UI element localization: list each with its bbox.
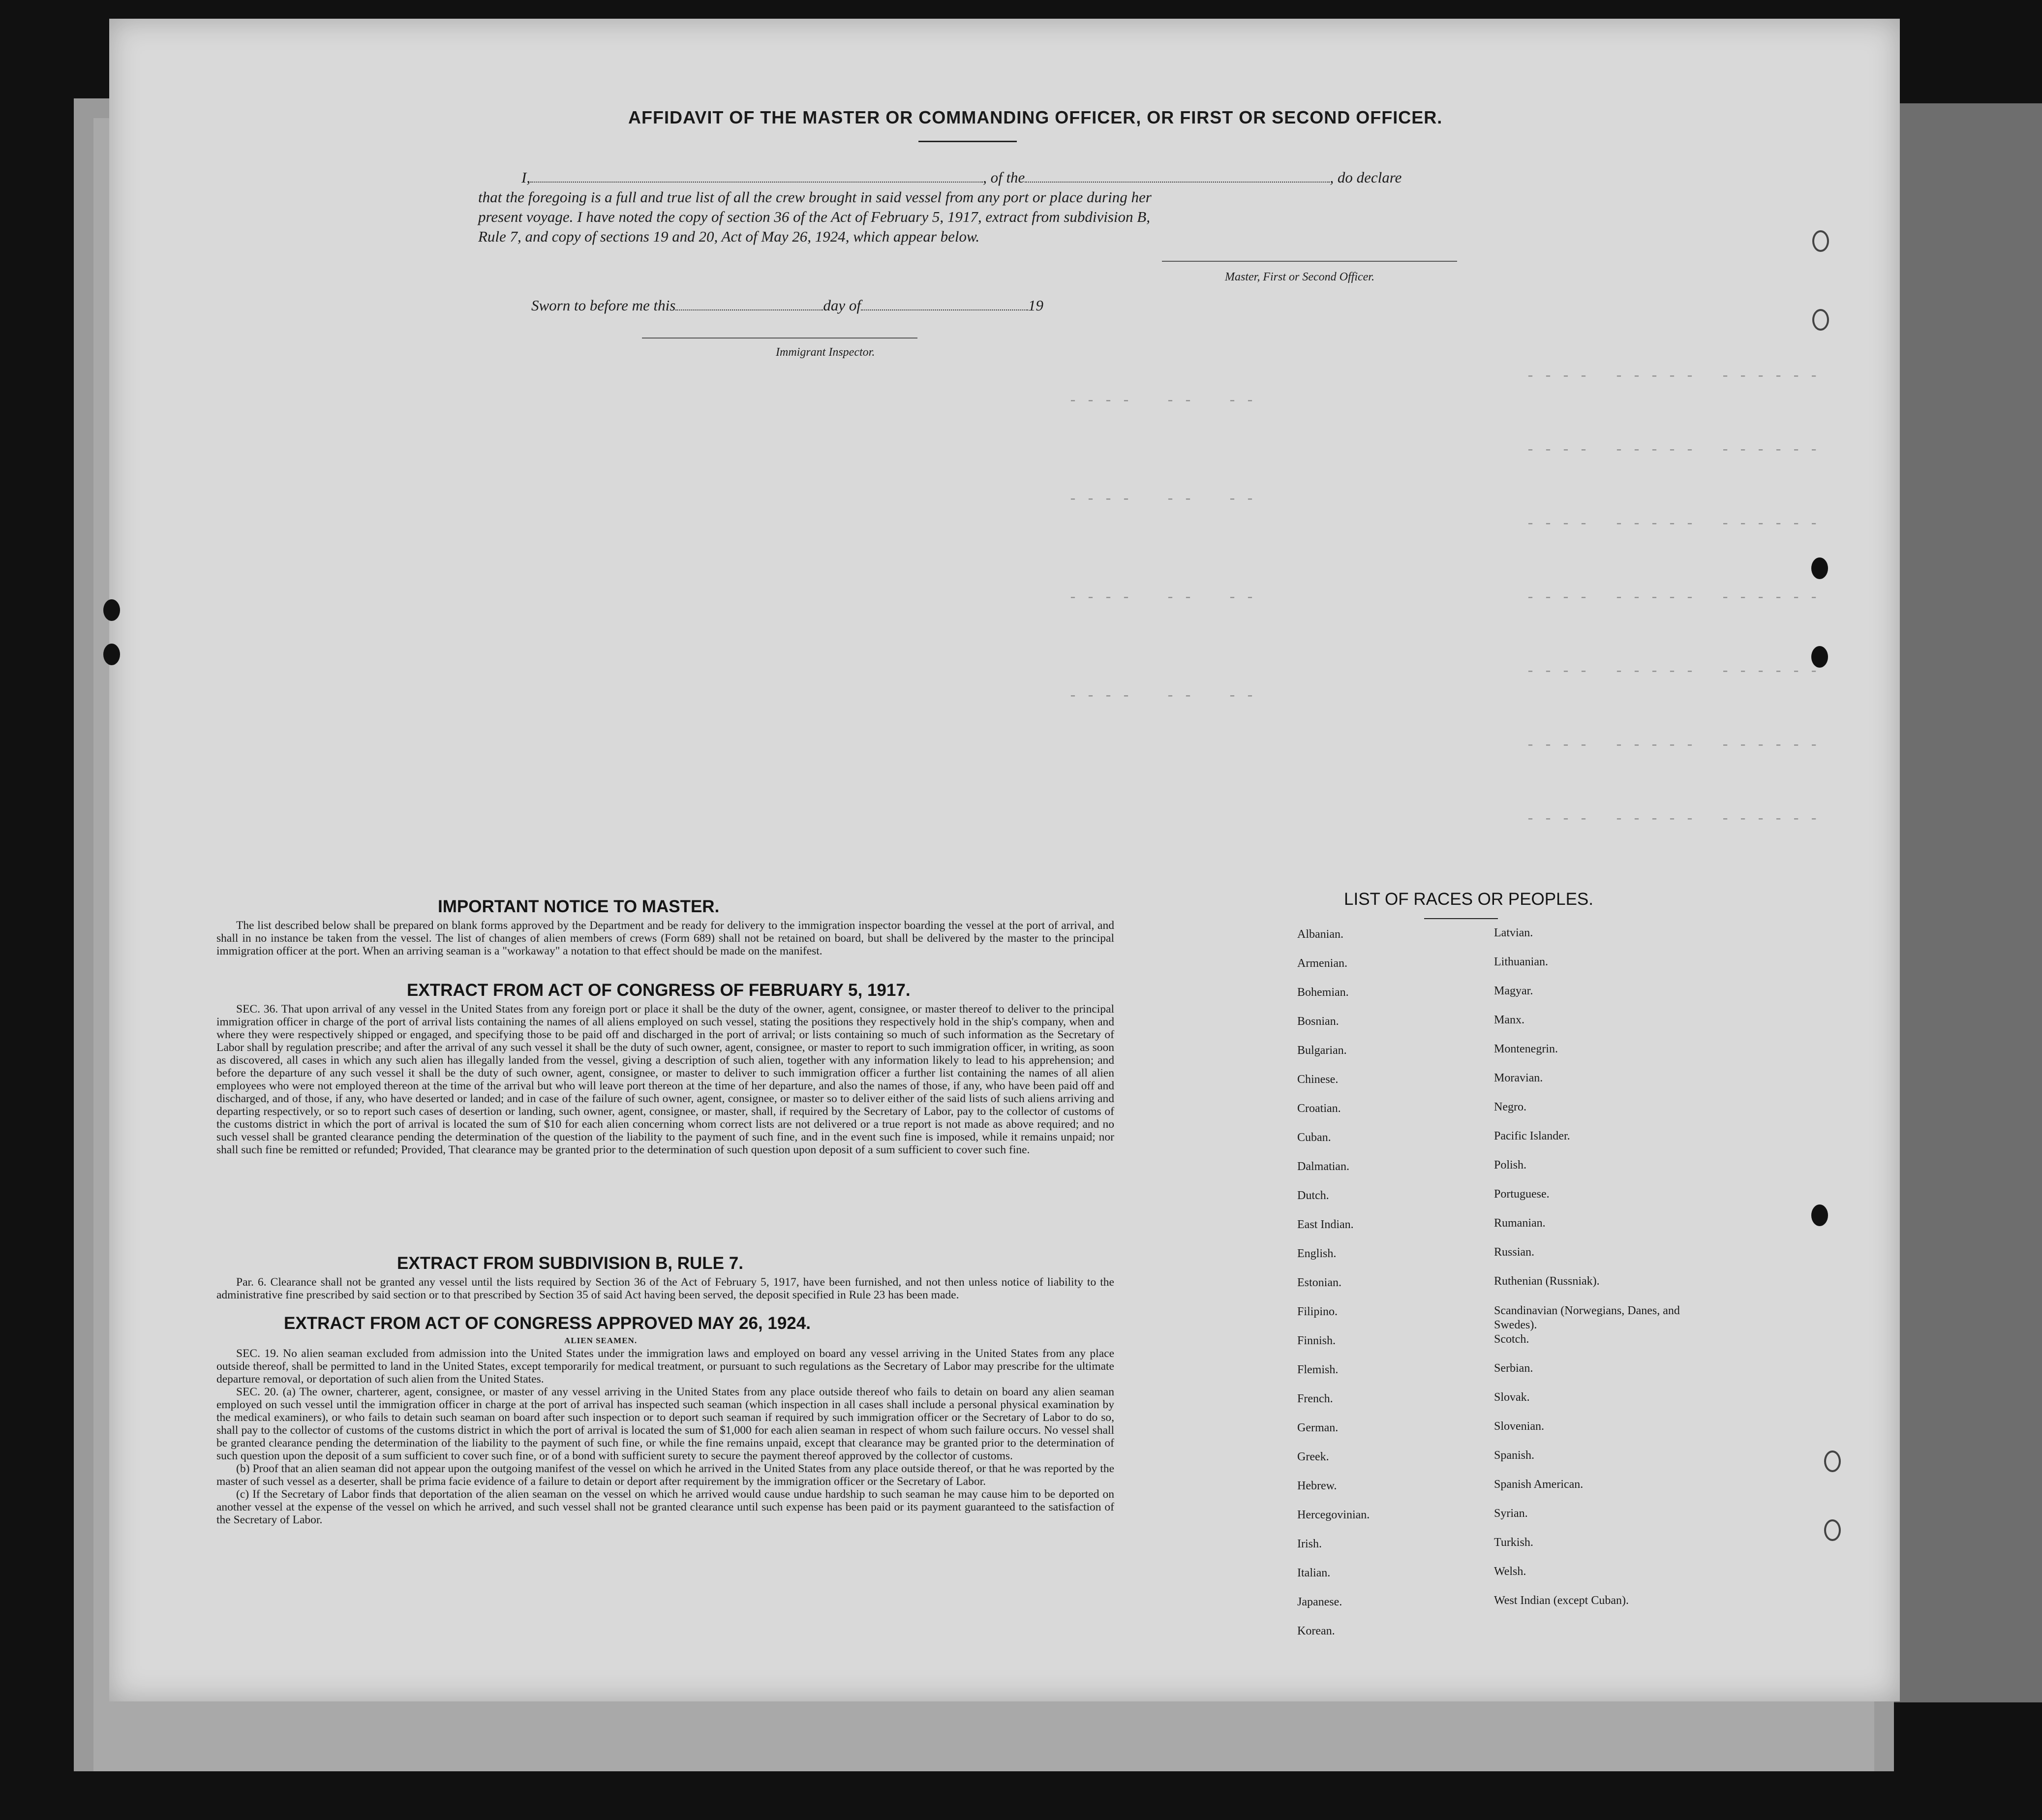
- bleed-through: - - - - - - - - - - - - - - -: [1526, 516, 1819, 532]
- race-item: Pacific Islander.: [1494, 1130, 1570, 1142]
- alien-seamen-subtitle: ALIEN SEAMEN.: [564, 1336, 638, 1345]
- bleed-through: - - - - - - - -: [1068, 491, 1255, 508]
- race-item: Manx.: [1494, 1014, 1524, 1026]
- race-item: Lithuanian.: [1494, 956, 1548, 968]
- name-blank: [530, 182, 983, 183]
- race-item: Negro.: [1494, 1101, 1526, 1113]
- section-20b-paragraph: (b) Proof that an alien seaman did not appear upon the outgoing manifest of the vessel on which he arrived in the United States from any place outside thereof, or that he was reported by the master of such vessel as a deserter, shall be prima facie evidence of a failure to detain or deport after requirement by the immigration officer or the Secretary of Labor.: [216, 1462, 1114, 1488]
- bleed-through: - - - - - - - -: [1068, 393, 1255, 409]
- extract-rule7-title: EXTRACT FROM SUBDIVISION B, RULE 7.: [397, 1254, 743, 1273]
- affidavit-line2: that the foregoing is a full and true list of all the crew brought in said vessel from any port or place during her: [478, 188, 1152, 206]
- punch-hole: [1811, 1204, 1828, 1226]
- race-item: Spanish.: [1494, 1449, 1535, 1462]
- race-item: Bosnian.: [1297, 1015, 1339, 1028]
- race-item: Montenegrin.: [1494, 1043, 1558, 1055]
- section-20c-paragraph: (c) If the Secretary of Labor finds that deportation of the alien seaman on the vessel on which he arrived would cause undue hardship to such seaman he may cause him to be deported on another vessel at the expense of the vessel on which he arrived, and such vessel shall not be granted clearance until such expense has been paid or its payment guaranteed to the satisfaction of the Secretary of Labor.: [216, 1488, 1114, 1526]
- race-item: Filipino.: [1297, 1305, 1338, 1318]
- section-36-paragraph: SEC. 36. That upon arrival of any vessel in the United States from any foreign port or place it shall be the duty of the owner, agent, consignee, or master thereof to deliver to the principal immigration officer in charge of the port of arrival lists containing the names of all aliens employed on such vessel, stating the positions they respectively hold in the ship's company, when and where they were respectively shipped or engaged, and specifying those to be paid off and discharged in the port of arrival; or lists containing so much of such information as the Secretary of Labor shall by regulation prescribe; and after the arrival of any such vessel it shall be the duty of such owner, agent, consignee, or master to report to such immigration officer, in writing, as soon as discovered, all cases in which any such alien has illegally landed from the vessel, giving a description of such alien, together with any information likely to lead to his apprehension; and before the departure of any such vessel it shall be the duty of such owner, agent, consignee, or master to deliver to such immigration officer a further list containing the names of all alien employees who were not employed thereon at the time of the arrival but who will leave port thereon at the time of her departure, and also the names of those, if any, who have been paid off and discharged, and of those, if any, who have deserted or landed; and in case of the failure of such owner, agent, consignee, or master so to deliver either of the said lists of such aliens arriving and departing respectively, or so to report such cases of desertion or landing, such owner, agent, consignee, or master, shall, if required by the Secretary of Labor, pay to the collector of customs of the customs district in which the port of arrival is located the sum of $10 for each alien concerning whom correct lists are not delivered or a true report is not made as above required; and no such vessel shall be granted clearance pending the determination of the question of the liability to the payment of such fine, and in the event such fine is imposed, while it remains unpaid; nor shall such fine be remitted or refunded; Provided, That clearance may be granted prior to the determination of such question upon deposit of a sum sufficient to cover such fine.: [216, 1003, 1114, 1156]
- race-item: Chinese.: [1297, 1073, 1339, 1086]
- races-title-rule: [1424, 918, 1498, 919]
- ring-hole: [1812, 230, 1829, 252]
- inspector-caption: Immigrant Inspector.: [776, 346, 875, 359]
- races-left-column: [1297, 928, 1370, 1654]
- sworn-day-blank: [675, 309, 823, 310]
- race-item: Magyar.: [1494, 985, 1533, 997]
- notice-paragraph: The list described below shall be prepared on blank forms approved by the Department and be ready for delivery to the immigration inspector boarding the vessel at the port of arrival, and shall in no instance be taken from the vessel. The list of changes of alien members of crews (Form 689) shall not be retained on board, but shall be delivered by the master to the principal immigration officer at the port. When an arriving seaman is a "workaway" a notation to that effect should be made on the manifest.: [216, 919, 1114, 957]
- races-right-column: [1494, 926, 1701, 1623]
- race-item: Flemish.: [1297, 1363, 1339, 1376]
- extract-1924-text: [216, 1347, 1114, 1526]
- affidavit-of-the: , of the: [983, 169, 1025, 186]
- race-item: Russian.: [1494, 1246, 1535, 1259]
- punch-hole: [103, 644, 120, 665]
- race-item: German.: [1297, 1421, 1339, 1434]
- sworn-line: [531, 297, 1043, 314]
- section-20a-paragraph: SEC. 20. (a) The owner, charterer, agent, consignee, or master of any vessel arriving in the United States from any place outside thereof who fails to detain on board any alien seaman employed on such vessel until the immigration officer in charge at the port of arrival has inspected such seaman (which inspection in all cases shall include a personal physical examination by the medical examiners), or who fails to detain such seaman on board after such inspection or to deport such seaman if required by such immigration officer or the Secretary of Labor to do so, shall pay to the collector of customs of the customs district in which the port of arrival is located the sum of $1,000 for each alien seaman in respect of whom such failure occurs. No vessel shall be granted clearance pending the determination of the liability to the payment of such fine, or while the fine remains unpaid, except that clearance may be granted prior to the determination of such question upon the deposit of a sum sufficient to cover such fine, or of a bond with sufficient surety to secure the payment thereof approved by the collector of customs.: [216, 1386, 1114, 1462]
- race-item: Estonian.: [1297, 1276, 1341, 1289]
- inspector-line: [642, 338, 917, 339]
- ring-hole: [1824, 1519, 1841, 1541]
- bleed-through: - - - - - - - -: [1068, 589, 1255, 606]
- extract-1917-title: EXTRACT FROM ACT OF CONGRESS OF FEBRUARY 5, 1917.: [407, 981, 911, 1000]
- title-rule: [918, 141, 1017, 142]
- race-item: Serbian.: [1494, 1362, 1533, 1375]
- affidavit-declare: , do declare: [1330, 169, 1402, 186]
- race-item: Japanese.: [1297, 1596, 1342, 1608]
- bleed-through: - - - - - - - - - - - - - - -: [1526, 737, 1819, 754]
- race-item: Scandinavian (Norwegians, Danes, and Swedes).: [1494, 1304, 1680, 1331]
- race-item: Greek.: [1297, 1450, 1329, 1463]
- signature-caption: Master, First or Second Officer.: [1225, 271, 1374, 283]
- notice-title: IMPORTANT NOTICE TO MASTER.: [438, 897, 720, 916]
- sworn-year: 19: [1028, 297, 1043, 314]
- bleed-through: - - - - - - - - - - - - - - -: [1526, 663, 1819, 680]
- bleed-through: - - - - - - - - - - - - - - -: [1526, 811, 1819, 828]
- rule7-paragraph: Par. 6. Clearance shall not be granted any vessel until the lists required by Section 36 of the Act of February 5, 1917, have been furnished, and not then unless notice of liability to the administrative fine prescribed by said section or to that prescribed by Section 35 of said Act having been served, the deposit specified in Rule 23 has been made.: [216, 1276, 1114, 1301]
- race-item: Italian.: [1297, 1567, 1331, 1579]
- affidavit-i: I,: [521, 169, 531, 186]
- extract-rule7-text: [216, 1276, 1114, 1301]
- race-item: Armenian.: [1297, 957, 1347, 970]
- punch-hole: [1811, 557, 1828, 579]
- race-item: English.: [1297, 1247, 1337, 1260]
- sworn-month-blank: [861, 309, 1028, 310]
- extract-1924-title: EXTRACT FROM ACT OF CONGRESS APPROVED MAY 26, 1924.: [284, 1314, 811, 1333]
- affidavit-title: AFFIDAVIT OF THE MASTER OR COMMANDING OFFICER, OR FIRST OR SECOND OFFICER.: [628, 107, 1443, 127]
- extract-1917-text: [216, 1003, 1114, 1156]
- section-19-paragraph: SEC. 19. No alien seaman excluded from admission into the United States under the immigration laws and employed on board any vessel arriving in the United States from any place outside thereof, shall be permitted to land in the United States, except temporarily for medical treatment, or pursuant to such regulations as the Secretary of Labor may prescribe for the ultimate departure removal, or deportation of such alien from the United States.: [216, 1347, 1114, 1386]
- punch-hole: [103, 599, 120, 621]
- race-item: Hebrew.: [1297, 1480, 1337, 1492]
- race-item: Dutch.: [1297, 1189, 1329, 1202]
- race-item: Slovak.: [1494, 1391, 1530, 1404]
- race-item: Cuban.: [1297, 1131, 1331, 1144]
- bleed-through: - - - - - - - -: [1068, 688, 1255, 705]
- race-item: Bulgarian.: [1297, 1044, 1347, 1057]
- ring-hole: [1812, 309, 1829, 331]
- race-item: Bohemian.: [1297, 986, 1349, 999]
- affidavit-line4: Rule 7, and copy of sections 19 and 20, Act of May 26, 1924, which appear below.: [478, 228, 980, 245]
- race-item: Hercegovinian.: [1297, 1509, 1370, 1521]
- races-title: LIST OF RACES OR PEOPLES.: [1344, 890, 1594, 909]
- race-item: Croatian.: [1297, 1102, 1341, 1115]
- race-item: Slovenian.: [1494, 1420, 1544, 1433]
- race-item: Ruthenian (Russniak).: [1494, 1275, 1600, 1288]
- ring-hole: [1824, 1450, 1841, 1472]
- bleed-through: - - - - - - - - - - - - - - -: [1526, 589, 1819, 606]
- sworn-day-of: day of: [823, 297, 861, 314]
- race-item: Welsh.: [1494, 1565, 1526, 1578]
- race-item: French.: [1297, 1392, 1333, 1405]
- race-item: Spanish American.: [1494, 1478, 1584, 1491]
- signature-line: [1162, 261, 1457, 262]
- document-page: [109, 19, 1900, 1701]
- race-item: Albanian.: [1297, 928, 1343, 941]
- race-item: West Indian (except Cuban).: [1494, 1594, 1629, 1607]
- race-item: Moravian.: [1494, 1072, 1543, 1084]
- race-item: Syrian.: [1494, 1507, 1528, 1520]
- bleed-through: - - - - - - - - - - - - - - -: [1526, 368, 1819, 385]
- race-item: East Indian.: [1297, 1218, 1354, 1231]
- race-item: Latvian.: [1494, 926, 1533, 939]
- bleed-through: - - - - - - - - - - - - - - -: [1526, 442, 1819, 459]
- race-item: Irish.: [1297, 1538, 1322, 1550]
- race-item: Turkish.: [1494, 1536, 1533, 1549]
- affidavit-line1: [521, 169, 1402, 186]
- race-item: Korean.: [1297, 1625, 1335, 1637]
- race-item: Portuguese.: [1494, 1188, 1550, 1201]
- race-item: Rumanian.: [1494, 1217, 1546, 1230]
- notice-text: [216, 919, 1114, 957]
- sworn-prefix: Sworn to before me this: [531, 297, 676, 314]
- affidavit-line3: present voyage. I have noted the copy of section 36 of the Act of February 5, 1917, extract from subdivision B,: [478, 208, 1150, 225]
- vessel-blank: [1025, 182, 1330, 183]
- race-item: Scotch.: [1494, 1333, 1529, 1346]
- race-item: Dalmatian.: [1297, 1160, 1349, 1173]
- race-item: Polish.: [1494, 1159, 1527, 1172]
- race-item: Finnish.: [1297, 1334, 1336, 1347]
